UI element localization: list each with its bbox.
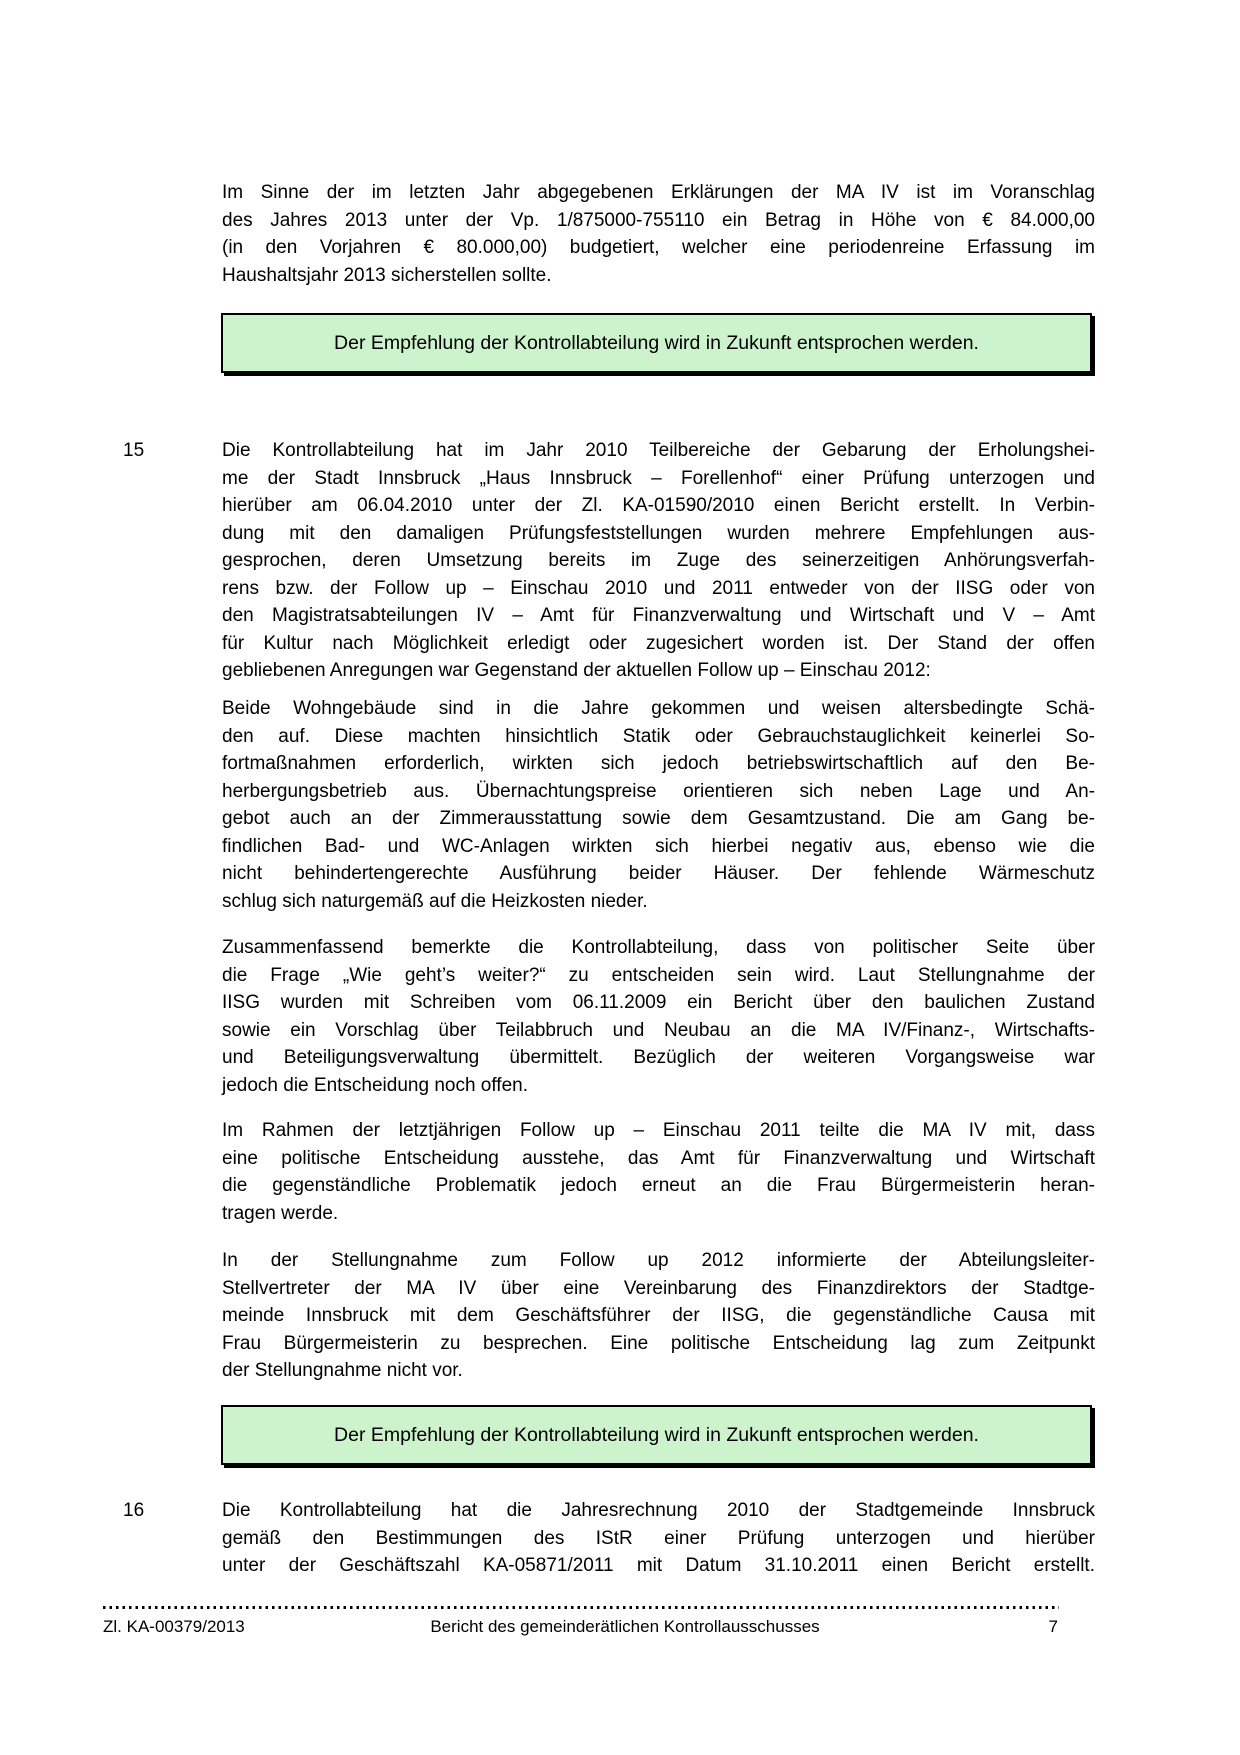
text-line: findlichen Bad- und WC-Anlagen wirkten sich hierbei negativ aus, ebenso wie die [222, 835, 1095, 857]
item-15-paragraph-2 [222, 695, 1095, 915]
text-line: Beide Wohngebäude sind in die Jahre gekommen und weisen altersbedingte Schä- [222, 698, 1095, 719]
text-line: den auf. Diese machten hinsichtlich Statik oder Gebrauchstauglichkeit keinerlei So- [222, 725, 1095, 747]
text-line: (in den Vorjahren € 80.000,00) budgetiert, welcher eine periodenreine Erfassung im [222, 237, 1095, 258]
recommendation-box-1 [221, 313, 1092, 373]
item-16-paragraph-1 [222, 1497, 1095, 1580]
text-line: Im Rahmen der letztjährigen Follow up – Einschau 2011 teilte die MA IV mit, dass [222, 1120, 1095, 1141]
text-line: für Kultur nach Möglichkeit erledigt oder zugesichert worden ist. Der Stand der offen [222, 632, 1095, 654]
text-line: In der Stellungnahme zum Follow up 2012 informierte der Abteilungsleiter- [222, 1250, 1095, 1271]
recommendation-box-2 [221, 1405, 1092, 1465]
text-line: me der Stadt Innsbruck „Haus Innsbruck – Forellenhof“ einer Prüfung unterzogen und [222, 467, 1095, 489]
text-line: herbergungsbetrieb aus. Übernachtungspreise orientieren sich neben Lage und An- [222, 780, 1095, 802]
text-line: rens bzw. der Follow up – Einschau 2010 und 2011 entweder von der IISG oder von [222, 577, 1095, 599]
item-15-paragraph-3 [222, 934, 1095, 1099]
text-line: Die Kontrollabteilung hat die Jahresrechnung 2010 der Stadtgemeinde Innsbruck [222, 1500, 1095, 1521]
recommendation-box-2-text: Der Empfehlung der Kontrollabteilung wird in Zukunft entsprochen werden. [334, 1423, 979, 1446]
text-line: hierüber am 06.04.2010 unter der Zl. KA-01590/2010 einen Bericht erstellt. In Verbin- [222, 495, 1095, 516]
text-line: gesprochen, deren Umsetzung bereits im Zuge des seinerzeitigen Anhörungsverfah- [222, 550, 1095, 571]
footer-reference: Zl. KA-00379/2013 [103, 1617, 245, 1636]
text-line: gebot auch an der Zimmerausstattung sowie dem Gesamtzustand. Die am Gang be- [222, 808, 1095, 829]
text-line: Stellvertreter der MA IV über eine Vereinbarung des Finanzdirektors der Stadtge- [222, 1277, 1095, 1299]
text-line: Frau Bürgermeisterin zu besprechen. Eine politische Entscheidung lag zum Zeitpunkt [222, 1332, 1095, 1354]
text-line: eine politische Entscheidung ausstehe, das Amt für Finanzverwaltung und Wirtschaft [222, 1147, 1095, 1169]
footer-dotted-rule [103, 1606, 1059, 1609]
text-line: Zusammenfassend bemerkte die Kontrollabteilung, dass von politischer Seite über [222, 937, 1095, 958]
item-15-paragraph-4 [222, 1117, 1095, 1227]
text-line: und Beteiligungsverwaltung übermittelt. Bezüglich der weiteren Vorgangsweise war [222, 1047, 1095, 1068]
text-line: die Frage „Wie geht’s weiter?“ zu entscheiden sein wird. Laut Stellungnahme der [222, 964, 1095, 986]
text-line: Die Kontrollabteilung hat im Jahr 2010 Teilbereiche der Gebarung der Erholungshei- [222, 440, 1095, 461]
text-line: des Jahres 2013 unter der Vp. 1/875000-755110 ein Betrag in Höhe von € 84.000,00 [222, 209, 1095, 231]
text-line: jedoch die Entscheidung noch offen. [222, 1074, 528, 1096]
text-line: nicht behindertengerechte Ausführung beider Häuser. Der fehlende Wärmeschutz [222, 863, 1095, 884]
footer-page-number: 7 [1048, 1617, 1058, 1636]
intro-paragraph [222, 179, 1095, 289]
text-line: IISG wurden mit Schreiben vom 06.11.2009 ein Bericht über den baulichen Zustand [222, 992, 1095, 1013]
text-line: dung mit den damaligen Prüfungsfeststellungen wurden mehrere Empfehlungen aus- [222, 522, 1095, 544]
item-15-paragraph-5 [222, 1247, 1095, 1385]
text-line: tragen werde. [222, 1202, 339, 1224]
text-line: den Magistratsabteilungen IV – Amt für Finanzverwaltung und Wirtschaft und V – Amt [222, 605, 1095, 626]
text-line: der Stellungnahme nicht vor. [222, 1360, 463, 1381]
item-15-paragraph-1 [222, 437, 1095, 685]
item-number-16: 16 [123, 1500, 145, 1521]
text-line: sowie ein Vorschlag über Teilabbruch und Neubau an die MA IV/Finanz-, Wirtschafts- [222, 1019, 1095, 1041]
text-line: die gegenständliche Problematik jedoch erneut an die Frau Bürgermeisterin heran- [222, 1175, 1095, 1196]
text-line: unter der Geschäftszahl KA-05871/2011 mit Datum 31.10.2011 einen Bericht erstellt. [222, 1555, 1095, 1576]
item-number-15: 15 [123, 440, 145, 461]
footer-title: Bericht des gemeinderätlichen Kontrollausschusses [430, 1617, 820, 1636]
recommendation-box-1-text: Der Empfehlung der Kontrollabteilung wird in Zukunft entsprochen werden. [334, 331, 979, 354]
text-line: meinde Innsbruck mit dem Geschäftsführer der IISG, die gegenständliche Causa mit [222, 1305, 1095, 1326]
text-line: gemäß den Bestimmungen des IStR einer Prüfung unterzogen und hierüber [222, 1527, 1095, 1549]
text-line: schlug sich naturgemäß auf die Heizkosten nieder. [222, 890, 648, 912]
text-line: fortmaßnahmen erforderlich, wirkten sich jedoch betriebswirtschaftlich auf den Be- [222, 753, 1095, 774]
text-line: Haushaltsjahr 2013 sicherstellen sollte. [222, 264, 552, 286]
text-line: gebliebenen Anregungen war Gegenstand der aktuellen Follow up – Einschau 2012: [222, 660, 931, 681]
text-line: Im Sinne der im letzten Jahr abgegebenen Erklärungen der MA IV ist im Voranschlag [222, 182, 1095, 203]
